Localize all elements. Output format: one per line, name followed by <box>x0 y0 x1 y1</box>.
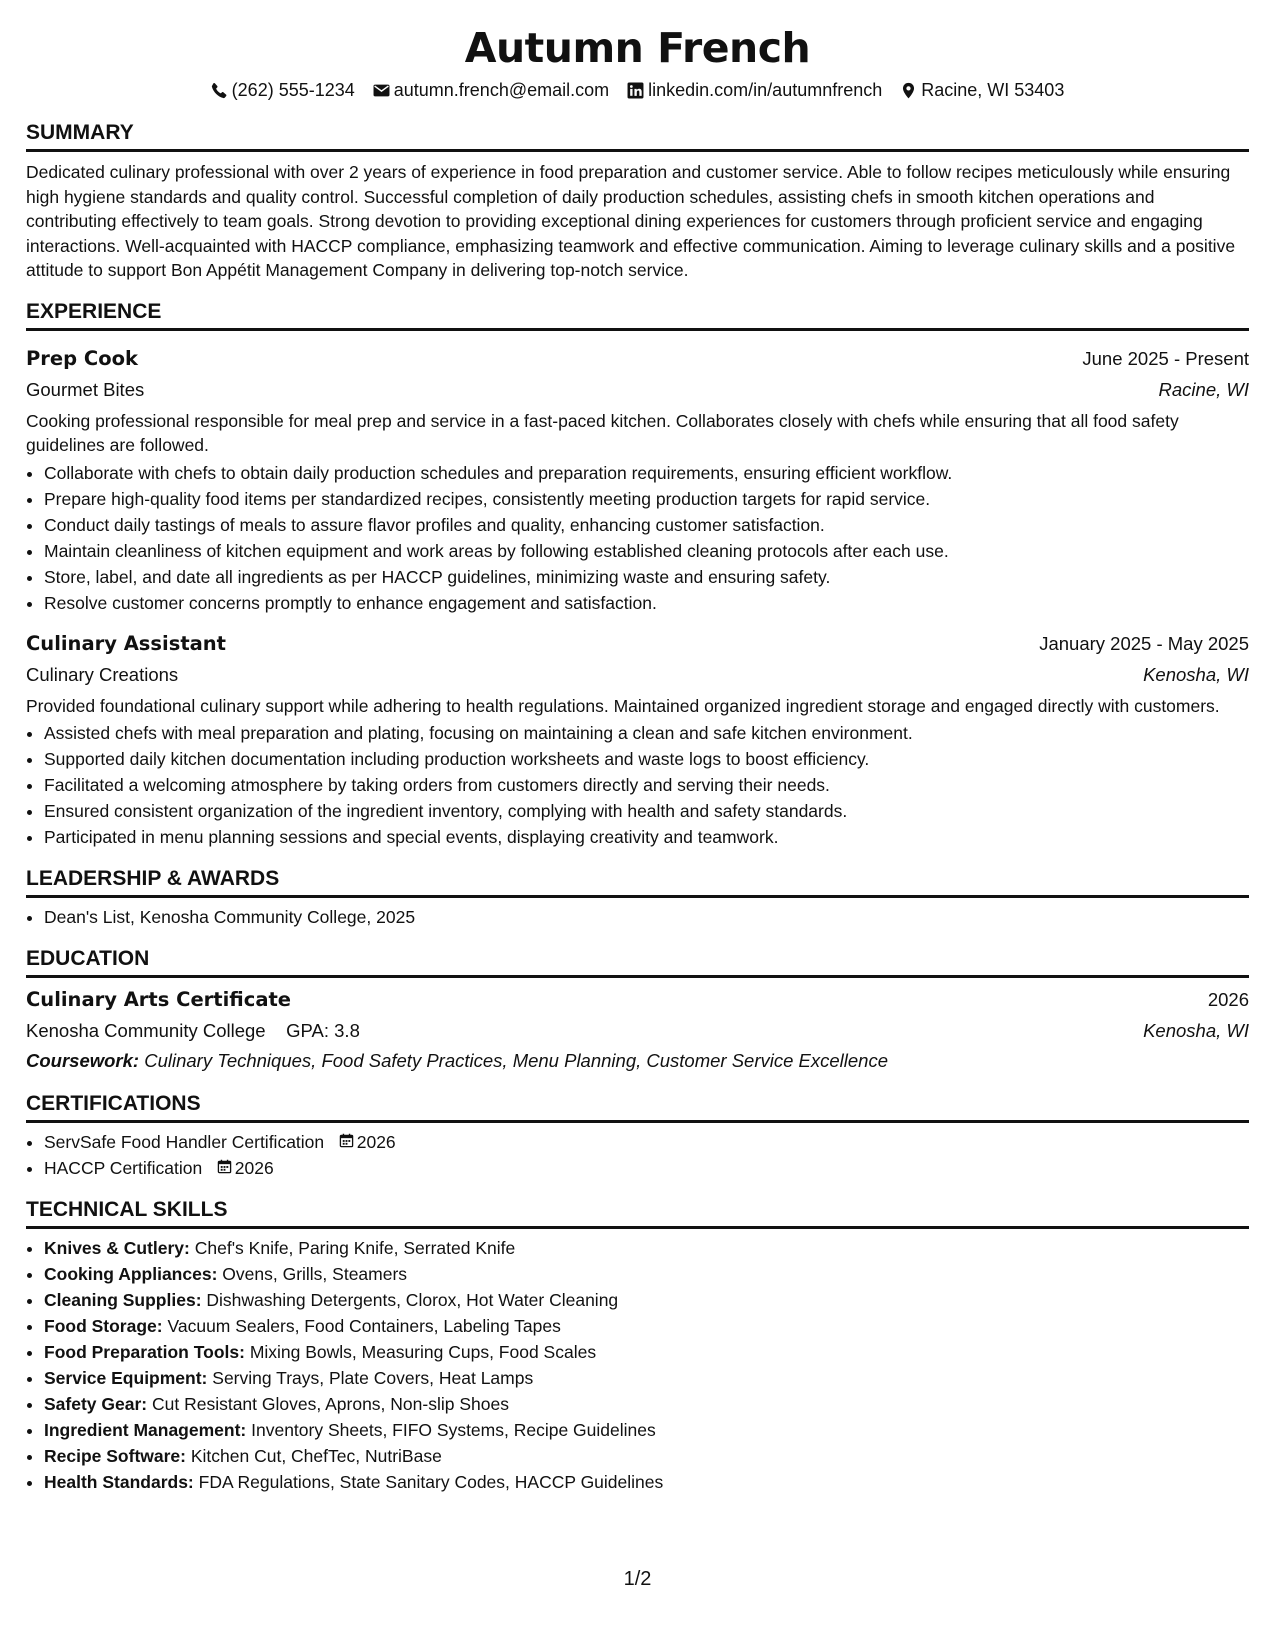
cert-name: ServSafe Food Handler Certification <box>44 1132 325 1152</box>
skill-value: Vacuum Sealers, Food Containers, Labeling Tapes <box>167 1316 561 1336</box>
skill-label: Cooking Appliances: <box>44 1264 218 1284</box>
list-item: • Facilitated a welcoming atmosphere by taking orders from customers directly and serving their needs. <box>44 772 1249 798</box>
skill-label: Food Preparation Tools: <box>44 1342 245 1362</box>
list-item: • Dean's List, Kenosha Community College, 2025 <box>44 904 1249 930</box>
job-location: Kenosha, WI <box>1143 663 1249 685</box>
job-org: Gourmet Bites <box>26 378 145 400</box>
list-item <box>44 1261 1249 1287</box>
skill-value: Ovens, Grills, Steamers <box>222 1264 408 1284</box>
job-title: Prep Cook <box>26 346 138 370</box>
candidate-name: Autumn French <box>464 24 811 72</box>
skill-label: Safety Gear: <box>44 1394 148 1414</box>
job-bullets <box>26 720 1249 850</box>
list-item <box>44 1313 1249 1339</box>
skill-label: Service Equipment: <box>44 1368 208 1388</box>
list-item <box>44 1417 1249 1443</box>
calendar-icon <box>217 1155 232 1181</box>
summary-heading: SUMMARY <box>26 120 1249 152</box>
list-item <box>44 1469 1249 1495</box>
skill-value: Serving Trays, Plate Covers, Heat Lamps <box>212 1368 534 1388</box>
job-description: Provided foundational culinary support while adhering to health regulations. Maintained organized ingredient storage and engaged directly with customers. <box>26 695 1220 716</box>
linkedin-icon <box>627 82 644 99</box>
skill-value: Dishwashing Detergents, Clorox, Hot Water Cleaning <box>206 1290 619 1310</box>
skill-label: Cleaning Supplies: <box>44 1290 202 1310</box>
phone-icon <box>211 82 228 99</box>
job-dates: June 2025 - Present <box>1082 347 1249 369</box>
contact-location <box>900 78 1064 102</box>
list-item <box>44 1365 1249 1391</box>
email-link[interactable]: autumn.french@email.com <box>393 80 610 100</box>
job-description: Cooking professional responsible for meal prep and service in a fast-paced kitchen. Collaborates closely with chefs while ensuring that all food safety guidelines are followed. <box>26 410 1179 455</box>
coursework-label: Coursework: <box>26 1050 140 1071</box>
list-item: • Ensured consistent organization of the ingredient inventory, complying with health and safety standards. <box>44 798 1249 824</box>
job-location: Racine, WI <box>1158 378 1249 400</box>
list-item: • Prepare high-quality food items per standardized recipes, consistently meeting production targets for rapid service. <box>44 486 1249 512</box>
skill-value: Kitchen Cut, ChefTec, NutriBase <box>190 1446 442 1466</box>
list-item: • Conduct daily tastings of meals to assure flavor profiles and quality, enhancing customer satisfaction. <box>44 512 1249 538</box>
job-org: Culinary Creations <box>26 663 179 685</box>
skill-label: Food Storage: <box>44 1316 163 1336</box>
envelope-icon <box>373 82 390 99</box>
list-item: • Collaborate with chefs to obtain daily production schedules and preparation requirements, ensuring efficient workflow. <box>44 460 1249 486</box>
list-item: • Resolve customer concerns promptly to enhance engagement and satisfaction. <box>44 590 1249 616</box>
calendar-icon <box>339 1129 354 1155</box>
skills-heading: TECHNICAL SKILLS <box>26 1197 1249 1229</box>
resume-page <box>26 0 1249 1495</box>
skills-list <box>26 1235 1249 1495</box>
list-item <box>44 1287 1249 1313</box>
job-entry <box>26 622 1249 851</box>
leadership-list <box>26 904 1249 930</box>
degree-title: Culinary Arts Certificate <box>26 988 292 1011</box>
skill-value: Inventory Sheets, FIFO Systems, Recipe Guidelines <box>251 1420 656 1440</box>
list-item <box>44 1443 1249 1469</box>
list-item <box>44 1391 1249 1417</box>
skill-value: FDA Regulations, State Sanitary Codes, HACCP Guidelines <box>198 1472 664 1492</box>
job-title: Culinary Assistant <box>26 631 226 655</box>
list-item: • Participated in menu planning sessions and special events, displaying creativity and teamwork. <box>44 824 1249 850</box>
experience-heading: EXPERIENCE <box>26 299 1249 331</box>
cert-year: 2026 <box>356 1132 396 1152</box>
education-year: 2026 <box>1207 989 1249 1010</box>
contact-bar <box>26 78 1249 102</box>
skill-value: Chef's Knife, Paring Knife, Serrated Knife <box>194 1238 516 1258</box>
skill-value: Cut Resistant Gloves, Aprons, Non-slip Shoes <box>151 1394 509 1414</box>
cert-year: 2026 <box>234 1158 274 1178</box>
list-item <box>44 1155 1249 1181</box>
contact-phone <box>211 78 355 102</box>
linkedin-link[interactable]: linkedin.com/in/autumnfrench <box>648 80 883 100</box>
education-heading: EDUCATION <box>26 946 1249 978</box>
contact-linkedin[interactable] <box>627 78 882 102</box>
summary-text: Dedicated culinary professional with over 2 years of experience in food preparation and customer service. Able to follow recipes meticulously while ensuring high hygiene standards and quality control. Successful completion of daily production schedules, assisting chefs in smooth kitchen operations and contributing effectively to team goals. Strong devotion to providing exceptional dining experiences for customers through proficient service and engaging interactions. Well-acquainted with HACCP compliance, emphasizing teamwork and effective communication. Aiming to leverage culinary skills and a positive attitude to support Bon Appétit Management Company in delivering top-notch service. <box>26 162 1236 280</box>
gpa: GPA: 3.8 <box>286 1020 360 1041</box>
list-item: • Assisted chefs with meal preparation and plating, focusing on maintaining a clean and safe kitchen environment. <box>44 720 1249 746</box>
skill-label: Recipe Software: <box>44 1446 186 1466</box>
list-item: • Supported daily kitchen documentation including production worksheets and waste logs to boost efficiency. <box>44 746 1249 772</box>
location-text: Racine, WI 53403 <box>921 80 1065 100</box>
school-name: Kenosha Community College <box>26 1020 266 1041</box>
page-number: 1/2 <box>623 1568 652 1590</box>
job-entry <box>26 337 1249 616</box>
list-item: • Maintain cleanliness of kitchen equipment and work areas by following established cleaning protocols after each use. <box>44 538 1249 564</box>
skill-label: Ingredient Management: <box>44 1420 247 1440</box>
skill-label: Health Standards: <box>44 1472 194 1492</box>
education-location: Kenosha, WI <box>1143 1020 1249 1041</box>
job-dates: January 2025 - May 2025 <box>1039 632 1249 654</box>
leadership-heading: LEADERSHIP & AWARDS <box>26 866 1249 898</box>
list-item <box>44 1129 1249 1155</box>
job-bullets <box>26 460 1249 616</box>
certifications-heading: CERTIFICATIONS <box>26 1091 1249 1123</box>
coursework-list: Culinary Techniques, Food Safety Practices, Menu Planning, Customer Service Excellence <box>144 1050 889 1071</box>
skill-label: Knives & Cutlery: <box>44 1238 190 1258</box>
phone-text: (262) 555-1234 <box>231 80 355 100</box>
coursework <box>26 1047 1249 1075</box>
list-item: • Store, label, and date all ingredients as per HACCP guidelines, minimizing waste and ensuring safety. <box>44 564 1249 590</box>
list-item <box>44 1339 1249 1365</box>
contact-email[interactable] <box>373 78 609 102</box>
certifications-list <box>26 1129 1249 1181</box>
skill-value: Mixing Bowls, Measuring Cups, Food Scales <box>249 1342 597 1362</box>
cert-name: HACCP Certification <box>44 1158 203 1178</box>
map-pin-icon <box>900 82 917 99</box>
list-item <box>44 1235 1249 1261</box>
